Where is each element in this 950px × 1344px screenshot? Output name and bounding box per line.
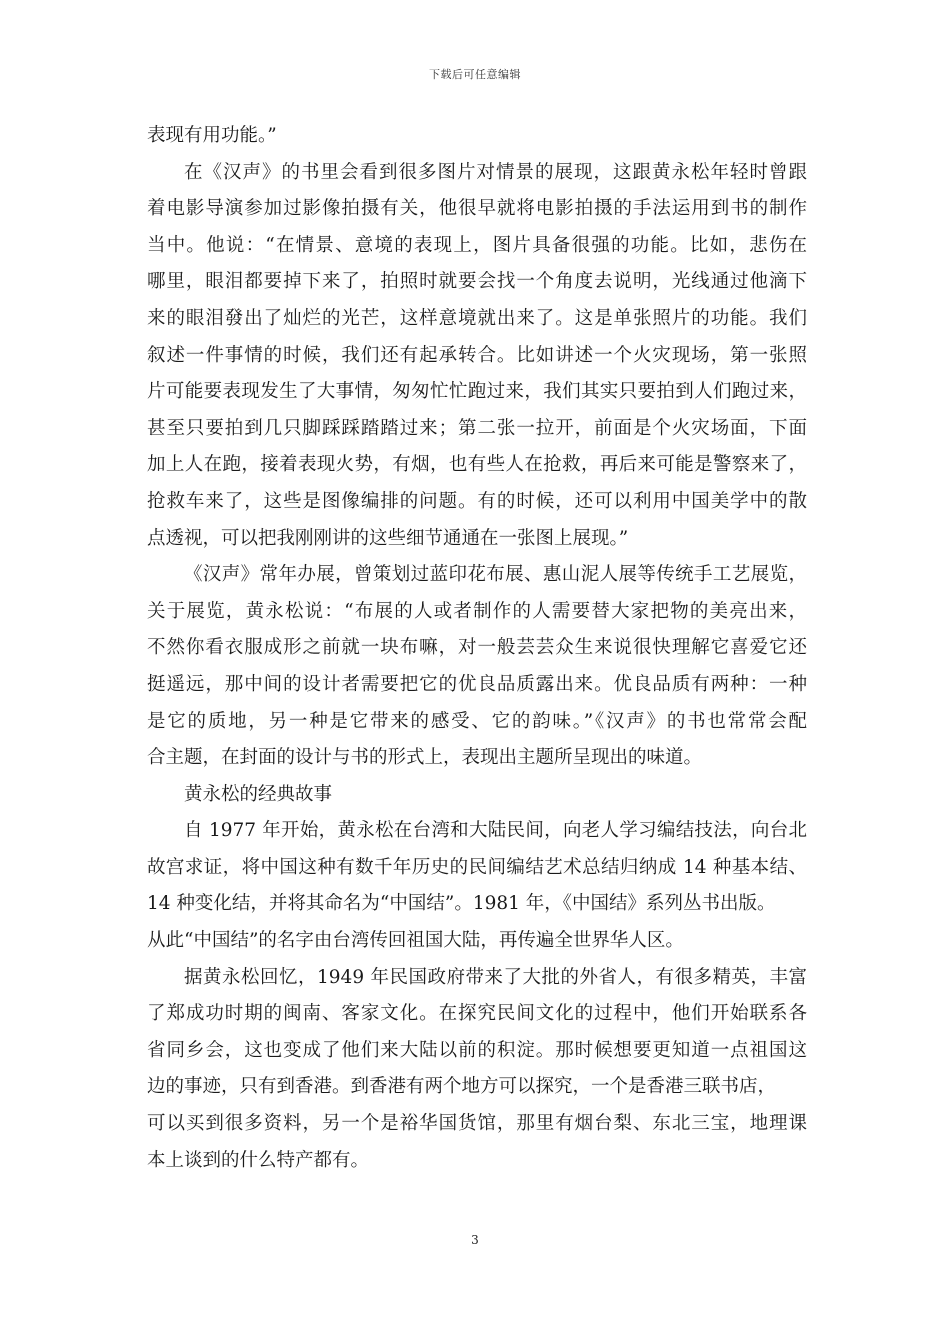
text-line: 表现有用功能。” — [147, 125, 277, 146]
text-line: 哪里，眼泪都要掉下来了，拍照时就要会找一个角度去说明，光线通过他滴下 — [147, 271, 807, 293]
text-line: 边的事迹，只有到香港。到香港有两个地方可以探究，一个是香港三联书店， — [147, 1076, 777, 1098]
paragraph-first-line: 在《汉声》的书里会看到很多图片对情景的展现，这跟黄永松年轻时曾跟 — [184, 161, 807, 183]
section-heading: 黄永松的经典故事 — [184, 783, 333, 805]
page-header-note: 下载后可任意编辑 — [429, 68, 521, 81]
text-line: 叙述一件事情的时候，我们还有起承转合。比如讲述一个火灾现场，第一张照 — [147, 344, 807, 366]
text-line: 是它的质地，另一种是它带来的感受、它的韵味。”《汉声》的书也常常会配 — [147, 710, 807, 732]
text-line: 挺遥远，那中间的设计者需要把它的优良品质露出来。优良品质有两种：一种 — [147, 673, 807, 695]
text-line: 故宫求证，将中国这种有数千年历史的民间编结艺术总结归纳成 14 种基本结、 — [147, 856, 807, 878]
text-line: 甚至只要拍到几只脚踩踩踏踏过来；第二张一拉开，前面是个火灾场面，下面 — [147, 417, 807, 439]
text-line: 当中。他说：“在情景、意境的表现上，图片具备很强的功能。比如，悲伤在 — [147, 234, 807, 256]
paragraph-first-line: 《汉声》常年办展，曾策划过蓝印花布展、惠山泥人展等传统手工艺展览， — [184, 564, 807, 586]
text-line: 点透视，可以把我刚刚讲的这些细节通通在一张图上展现。” — [147, 527, 629, 549]
paragraph-first-line: 自 1977 年开始，黄永松在台湾和大陆民间，向老人学习编结技法，向台北 — [184, 820, 807, 842]
text-line: 不然你看衣服成形之前就一块布嘛，对一般芸芸众生来说很快理解它喜爱它还 — [147, 637, 807, 659]
text-line: 着电影导演参加过影像拍摄有关，他很早就将电影拍摄的手法运用到书的制作 — [147, 198, 807, 220]
text-line: 本上谈到的什么特产都有。 — [147, 1149, 370, 1171]
text-line: 14 种变化结，并将其命名为“中国结”。1981 年，《中国结》系列丛书出版。 — [147, 893, 776, 915]
text-line: 从此“中国结”的名字由台湾传回祖国大陆，再传遍全世界华人区。 — [147, 930, 684, 952]
page-number: 3 — [471, 1233, 479, 1247]
text-line: 关于展览，黄永松说：“布展的人或者制作的人需要替大家把物的美亮出来， — [147, 600, 807, 622]
paragraph-first-line: 据黄永松回忆，1949 年民国政府带来了大批的外省人，有很多精英，丰富 — [184, 966, 807, 988]
text-line: 了郑成功时期的闽南、客家文化。在探究民间文化的过程中，他们开始联系各 — [147, 1003, 807, 1025]
text-line: 可以买到很多资料，另一个是裕华国货馆，那里有烟台梨、东北三宝，地理课 — [147, 1113, 807, 1135]
text-line: 加上人在跑，接着表现火势，有烟，也有些人在抢救，再后来可能是警察来了， — [147, 454, 807, 476]
text-line: 抢救车来了，这些是图像编排的问题。有的时候，还可以利用中国美学中的散 — [147, 490, 807, 512]
text-line: 片可能要表现发生了大事情，匆匆忙忙跑过来，我们其实只要拍到人们跑过来， — [147, 381, 807, 403]
text-line: 省同乡会，这也变成了他们来大陆以前的积淀。那时候想要更知道一点祖国这 — [147, 1039, 807, 1061]
text-line: 合主题，在封面的设计与书的形式上，表现出主题所呈现出的味道。 — [147, 747, 703, 769]
document-body — [147, 118, 807, 1179]
text-line: 来的眼泪發出了灿烂的光芒，这样意境就出来了。这是单张照片的功能。我们 — [147, 307, 807, 329]
